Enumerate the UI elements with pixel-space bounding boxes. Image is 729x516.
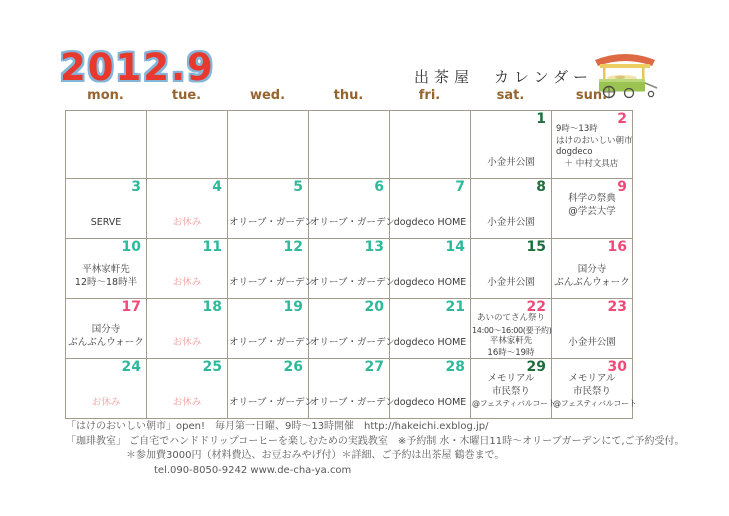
event-lines	[472, 277, 550, 290]
day-number-3: 3	[131, 179, 141, 195]
day-cell-empty	[228, 111, 309, 179]
footer-line-2: 「珈琲教室」 ご自宅でハンドドリップコーヒーを楽しむための実践教室 ※予約制 水・木曜日11時〜オリーブガーデンにて,ご予約受付。	[66, 435, 685, 447]
day-number-29: 29	[526, 359, 546, 375]
day-cell-29	[471, 359, 556, 419]
footer-line-1: 「はけのおいしい朝市」open! 毎月第一日曜、9時〜13時開催 http://hakeichi.exblog.jp/	[66, 421, 489, 432]
day-number-23: 23	[607, 299, 627, 315]
weekday-header-sat: sat.	[496, 88, 525, 103]
event-lines	[553, 193, 631, 218]
event-label: 小金井公園	[487, 156, 535, 168]
event-label: 12時〜18時半	[74, 276, 138, 288]
event-lines	[67, 264, 145, 289]
event-label: オリーブ・ガーデン	[310, 336, 395, 348]
event-lines	[229, 396, 314, 410]
event-lines	[229, 336, 314, 350]
day-cell-empty	[390, 111, 471, 179]
day-number-19: 19	[283, 299, 303, 315]
day-cell-20	[309, 299, 395, 359]
day-cell-7	[390, 179, 471, 239]
day-number-25: 25	[202, 359, 222, 375]
event-lines	[310, 276, 395, 290]
day-number-22: 22	[526, 299, 546, 315]
weekday-header-row	[65, 88, 632, 103]
event-label: オリーブ・ガーデン	[229, 276, 314, 288]
day-number-1: 1	[536, 111, 546, 127]
event-label: ぶんぶんウォーク	[68, 336, 144, 348]
day-cell-27	[309, 359, 395, 419]
event-lines	[310, 396, 395, 410]
day-number-17: 17	[121, 299, 141, 315]
event-label: あいのてさん祭り	[476, 313, 545, 323]
event-label: ぶんぶんウォーク	[554, 276, 630, 288]
event-label: @フェスティバルコート	[472, 399, 556, 408]
day-cell-3	[66, 179, 147, 239]
day-number-24: 24	[121, 359, 141, 375]
day-cell-8	[471, 179, 552, 239]
day-number-26: 26	[283, 359, 303, 375]
footer-line-3: ＊参加費3000円（材料費込、お豆おみやげ付）＊詳細、ご予約は出茶屋 鶴巻まで。	[126, 450, 505, 461]
event-label: 小金井公園	[568, 336, 616, 348]
event-label: dogdeco HOME	[393, 276, 467, 288]
day-cell-1	[471, 111, 552, 179]
day-cell-30	[552, 359, 637, 419]
day-cell-24	[66, 359, 147, 419]
event-lines	[67, 217, 145, 230]
event-lines	[472, 157, 550, 170]
event-lines	[310, 336, 395, 350]
closed-label: お休み	[172, 336, 202, 348]
event-lines	[472, 217, 550, 230]
day-number-9: 9	[617, 179, 627, 195]
day-number-4: 4	[212, 179, 222, 195]
event-label: 平林家軒先	[82, 264, 130, 275]
event-lines	[148, 337, 226, 350]
event-lines	[310, 216, 395, 230]
event-label: メモリアル	[487, 373, 535, 384]
day-number-12: 12	[283, 239, 303, 255]
event-label: 14:00〜16:00(要予約)	[472, 325, 552, 335]
weekday-header-mon: mon.	[87, 88, 124, 103]
event-lines	[67, 324, 145, 349]
event-label: 市民祭り	[491, 385, 530, 397]
day-cell-10	[66, 239, 147, 299]
event-label: dogdeco	[556, 147, 593, 157]
event-lines	[229, 276, 314, 290]
day-number-27: 27	[364, 359, 384, 375]
closed-label: お休み	[172, 216, 202, 228]
day-number-21: 21	[445, 299, 465, 315]
event-lines	[148, 277, 226, 290]
footer-notes	[66, 420, 685, 478]
event-label: @学芸大学	[568, 205, 616, 217]
event-lines	[391, 277, 469, 290]
weekday-header-wed: wed.	[249, 88, 286, 103]
day-number-28: 28	[445, 359, 465, 375]
day-number-2: 2	[617, 111, 627, 127]
day-cell-12	[228, 239, 314, 299]
day-number-10: 10	[121, 239, 141, 255]
event-lines	[391, 397, 469, 410]
day-number-7: 7	[455, 179, 465, 195]
event-lines	[472, 373, 556, 411]
day-number-15: 15	[526, 239, 546, 255]
event-label: オリーブ・ガーデン	[310, 216, 395, 228]
day-cell-28	[390, 359, 471, 419]
event-label: 市民祭り	[572, 385, 611, 397]
event-lines	[553, 264, 631, 289]
event-lines	[229, 216, 314, 230]
day-number-13: 13	[364, 239, 384, 255]
day-number-30: 30	[607, 359, 627, 375]
day-number-6: 6	[374, 179, 384, 195]
day-cell-18	[147, 299, 228, 359]
day-cell-empty	[66, 111, 147, 179]
page-title: 2012.9	[60, 46, 215, 89]
day-cell-empty	[309, 111, 390, 179]
day-cell-25	[147, 359, 228, 419]
event-lines	[472, 313, 550, 359]
event-lines	[391, 217, 469, 230]
day-cell-16	[552, 239, 633, 299]
event-lines	[67, 397, 145, 410]
weekday-header-sun: sun.	[575, 88, 608, 103]
day-number-18: 18	[202, 299, 222, 315]
day-cell-23	[552, 299, 633, 359]
weekday-header-tue: tue.	[171, 88, 202, 103]
weekday-header-thu: thu.	[333, 88, 364, 103]
event-label: オリーブ・ガーデン	[229, 216, 314, 228]
event-label: SERVE	[90, 216, 122, 228]
event-label: 9時〜13時	[556, 124, 598, 134]
event-label: 16時〜19時	[487, 347, 535, 358]
day-number-5: 5	[293, 179, 303, 195]
day-cell-17	[66, 299, 147, 359]
day-number-8: 8	[536, 179, 546, 195]
event-label: オリーブ・ガーデン	[310, 276, 395, 288]
day-cell-9	[552, 179, 633, 239]
day-cell-19	[228, 299, 314, 359]
day-cell-14	[390, 239, 471, 299]
day-cell-21	[390, 299, 471, 359]
event-label: 国分寺	[577, 264, 607, 275]
closed-label: お休み	[91, 396, 121, 408]
event-label: ＋ 中村文具店	[556, 158, 619, 169]
calendar-title: 出茶屋 カレンダー	[414, 68, 594, 86]
day-number-14: 14	[445, 239, 465, 255]
event-label: オリーブ・ガーデン	[229, 396, 314, 408]
day-cell-11	[147, 239, 228, 299]
weekday-header-fri: fri.	[418, 88, 441, 103]
event-lines	[148, 397, 226, 410]
day-number-11: 11	[202, 239, 222, 255]
closed-label: お休み	[172, 276, 202, 288]
event-lines	[391, 337, 469, 350]
event-label: 平林家軒先	[489, 336, 533, 346]
day-cell-empty	[147, 111, 228, 179]
event-label: 科学の祭典	[568, 193, 616, 204]
event-label: dogdeco HOME	[393, 336, 467, 348]
event-label: dogdeco HOME	[393, 216, 467, 228]
day-cell-5	[228, 179, 314, 239]
event-label: メモリアル	[568, 373, 616, 384]
day-cell-6	[309, 179, 395, 239]
event-label: はけのおいしい朝市	[556, 135, 633, 146]
event-label: @フェスティバルコート	[553, 399, 637, 408]
day-cell-2	[552, 111, 633, 179]
day-cell-26	[228, 359, 314, 419]
event-label: オリーブ・ガーデン	[229, 336, 314, 348]
event-lines	[553, 337, 631, 350]
event-lines	[556, 124, 631, 170]
event-lines	[148, 217, 226, 230]
event-label: オリーブ・ガーデン	[310, 396, 395, 408]
event-label: 小金井公園	[487, 276, 535, 288]
event-label: 国分寺	[91, 324, 121, 335]
day-cell-4	[147, 179, 228, 239]
day-number-16: 16	[607, 239, 627, 255]
calendar-grid	[65, 110, 637, 419]
event-label: 小金井公園	[487, 216, 535, 228]
day-cell-22	[471, 299, 552, 359]
day-number-20: 20	[364, 299, 384, 315]
day-cell-15	[471, 239, 552, 299]
closed-label: お休み	[172, 396, 202, 408]
day-cell-13	[309, 239, 395, 299]
event-label: dogdeco HOME	[393, 396, 467, 408]
event-lines	[553, 373, 637, 411]
footer-line-4: tel.090-8050-9242 www.de-cha-ya.com	[154, 464, 352, 476]
